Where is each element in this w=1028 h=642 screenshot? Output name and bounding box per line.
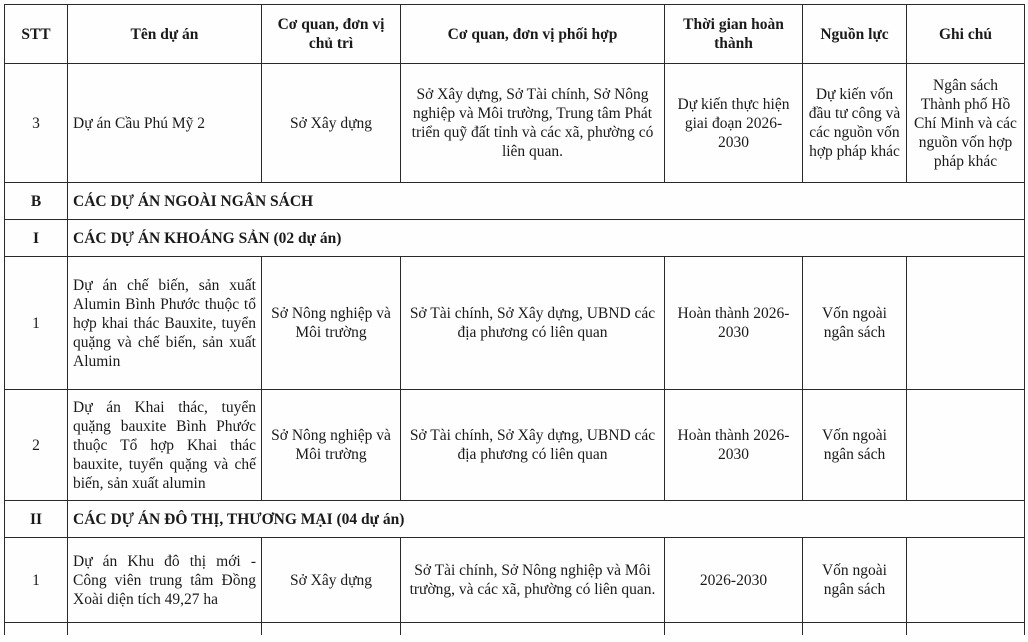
section-row-ii — [5, 501, 1025, 538]
header-row — [5, 5, 1025, 64]
cell-partner-agencies: Sở Tài chính, Sở Nông nghiệp và Môi trường, và các xã, phường có liên quan. — [401, 538, 665, 623]
cell-project-name: Dự án Cầu Phú Mỹ 2 — [68, 64, 262, 183]
table-header — [5, 5, 1025, 64]
project-table — [4, 4, 1025, 635]
section-title: CÁC DỰ ÁN ĐÔ THỊ, THƯƠNG MẠI (04 dự án) — [68, 501, 1025, 538]
table-row-cutoff — [5, 623, 1025, 636]
section-code: II — [5, 501, 68, 538]
cell-stt: 1 — [5, 538, 68, 623]
cell-stt: 2 — [5, 390, 68, 501]
cell-empty — [262, 623, 401, 636]
table-row — [5, 257, 1025, 390]
cell-partner-agencies: Sở Xây dựng, Sở Tài chính, Sở Nông nghiệp và Môi trường, Trung tâm Phát triển quỹ đất tỉnh và các xã, phường có liên quan. — [401, 64, 665, 183]
table-row — [5, 538, 1025, 623]
table-body — [5, 64, 1025, 636]
cell-note: Ngân sách Thành phố Hồ Chí Minh và các nguồn vốn hợp pháp khác — [907, 64, 1025, 183]
cell-empty — [5, 623, 68, 636]
cell-completion-time: 2026-2030 — [665, 538, 803, 623]
cell-funding: Vốn ngoài ngân sách — [803, 390, 907, 501]
cell-funding: Vốn ngoài ngân sách — [803, 538, 907, 623]
section-row-b — [5, 183, 1025, 220]
cell-funding: Vốn ngoài ngân sách — [803, 257, 907, 390]
header-funding: Nguồn lực — [803, 5, 907, 64]
section-row-i — [5, 220, 1025, 257]
cell-stt: 3 — [5, 64, 68, 183]
table-row — [5, 64, 1025, 183]
header-completion-time: Thời gian hoàn thành — [665, 5, 803, 64]
cell-completion-time: Hoàn thành 2026-2030 — [665, 390, 803, 501]
cell-empty — [68, 623, 262, 636]
section-title: CÁC DỰ ÁN KHOÁNG SẢN (02 dự án) — [68, 220, 1025, 257]
cell-empty — [401, 623, 665, 636]
cell-lead-agency: Sở Nông nghiệp và Môi trường — [262, 257, 401, 390]
cell-partner-agencies: Sở Tài chính, Sở Xây dựng, UBND các địa phương có liên quan — [401, 257, 665, 390]
cell-empty — [665, 623, 803, 636]
header-lead-agency: Cơ quan, đơn vị chủ trì — [262, 5, 401, 64]
cell-completion-time: Hoàn thành 2026-2030 — [665, 257, 803, 390]
cell-project-name: Dự án Khai thác, tuyển quặng bauxite Bình Phước thuộc Tổ hợp Khai thác bauxite, tuyển quặng và chế biến, sản xuất alumin — [68, 390, 262, 501]
section-code: B — [5, 183, 68, 220]
cell-project-name: Dự án Khu đô thị mới - Công viên trung tâm Đồng Xoài diện tích 49,27 ha — [68, 538, 262, 623]
cell-stt: 1 — [5, 257, 68, 390]
cell-lead-agency: Sở Nông nghiệp và Môi trường — [262, 390, 401, 501]
cell-lead-agency: Sở Xây dựng — [262, 538, 401, 623]
header-project-name: Tên dự án — [68, 5, 262, 64]
header-partner-agencies: Cơ quan, đơn vị phối hợp — [401, 5, 665, 64]
section-code: I — [5, 220, 68, 257]
cell-lead-agency: Sở Xây dựng — [262, 64, 401, 183]
cell-empty — [803, 623, 907, 636]
table-row — [5, 390, 1025, 501]
cell-note — [907, 390, 1025, 501]
cell-note — [907, 538, 1025, 623]
cell-note — [907, 257, 1025, 390]
header-stt: STT — [5, 5, 68, 64]
cell-funding: Dự kiến vốn đầu tư công và các nguồn vốn hợp pháp khác — [803, 64, 907, 183]
cell-empty — [907, 623, 1025, 636]
header-note: Ghi chú — [907, 5, 1025, 64]
cell-project-name: Dự án chế biến, sản xuất Alumin Bình Phước thuộc tổ hợp khai thác Bauxite, tuyển quặng và chế biến, sản xuất Alumin — [68, 257, 262, 390]
section-title: CÁC DỰ ÁN NGOÀI NGÂN SÁCH — [68, 183, 1025, 220]
cell-partner-agencies: Sở Tài chính, Sở Xây dựng, UBND các địa phương có liên quan — [401, 390, 665, 501]
cell-completion-time: Dự kiến thực hiện giai đoạn 2026-2030 — [665, 64, 803, 183]
